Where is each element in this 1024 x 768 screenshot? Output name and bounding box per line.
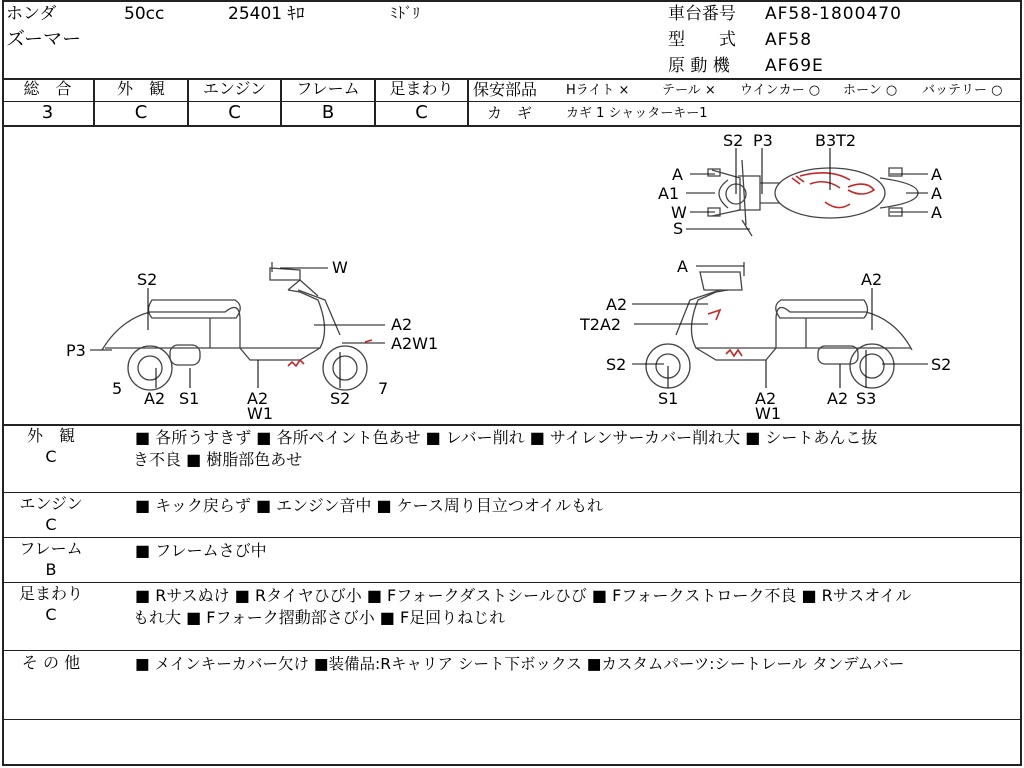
diagram-label: A1 (658, 184, 680, 203)
mileage: 25401 ｷﾛ (228, 4, 305, 24)
safety-item-tail: テール × (662, 83, 716, 98)
tail-cross-mark: × (704, 83, 716, 98)
key-value: カギ 1 シャッターキー1 (566, 106, 708, 121)
divider (2, 537, 1022, 538)
diagram-label: W1 (247, 404, 273, 423)
engine-model-label: 原 動 機 (668, 56, 730, 76)
divider (2, 719, 1022, 720)
diagram-label: A2 (861, 270, 883, 289)
frame-number-label: 車台番号 (668, 4, 736, 24)
diagram-label: T2A2 (580, 315, 622, 334)
note-line: ■ フレームさび中 (135, 541, 267, 560)
grade-overall-value: 3 (41, 102, 54, 123)
grade-frame-value: B (321, 102, 335, 123)
diagram-label: A (677, 257, 688, 276)
note-line: ■ キック戻らず ■ エンジン音中 ■ ケース周り目立つオイルもれ (135, 496, 604, 515)
battery-circle-mark: ○ (991, 83, 1003, 98)
grade-frame-label: フレーム (296, 79, 360, 98)
diagram-label: S2 (137, 270, 158, 289)
note-category: 外 観 (26, 426, 75, 445)
safety-item-horn: ホーン ○ (843, 83, 898, 98)
grade-suspension-value: C (415, 102, 428, 123)
diagram-label: S2 (606, 355, 627, 374)
divider (2, 582, 1022, 583)
note-category: フレーム (19, 539, 83, 558)
diagram-label: A (931, 184, 942, 203)
note-line: ■ 各所うすきず ■ 各所ペイント色あせ ■ レバー削れ ■ サイレンサーカバー削れ大 ■ シートあんこ抜 (135, 428, 878, 447)
grade-exterior-value: C (134, 102, 148, 123)
grade-exterior-label: 外 観 (116, 79, 165, 98)
note-line: ■ Rサスぬけ ■ Rタイヤひび小 ■ Fフォークダストシールひび ■ Fフォークストローク不良 ■ Rサスオイル (135, 586, 912, 605)
note-category: エンジン (19, 494, 83, 513)
diagram-label: S2 (330, 389, 351, 408)
headlight-cross-mark: × (618, 83, 630, 98)
type-value: AF58 (765, 30, 813, 50)
diagram-label: A2 (606, 295, 628, 314)
note-line: ■ メインキーカバー欠け ■装備品:Rキャリア シート下ボックス ■カスタムパーツ:シートレール タンデムバー (135, 655, 905, 673)
note-line: き不良 ■ 樹脂部色あせ (133, 450, 303, 469)
diagram-label: A2 (391, 315, 413, 334)
diagram-label: S3 (856, 389, 877, 408)
diagram-label: W (671, 203, 687, 222)
note-grade: C (45, 447, 57, 466)
safety-parts-label: 保安部品 (473, 80, 538, 99)
diagram-label: S1 (179, 389, 200, 408)
grade-engine-value: C (228, 102, 241, 123)
diagram-label: S2 (723, 131, 744, 150)
diagram-label: A (672, 165, 683, 184)
diagram-label: S (673, 219, 684, 238)
diagram-label: P3 (753, 131, 773, 150)
safety-item-battery: バッテリー ○ (922, 83, 1003, 98)
key-label: カ ギ (487, 104, 533, 122)
frame-number-value: AF58-1800470 (765, 4, 902, 24)
engine-model-value: AF69E (765, 56, 824, 76)
diagram-label: W1 (755, 404, 781, 423)
diagram-label: W (332, 258, 348, 277)
note-grade: B (45, 560, 57, 579)
note-line: もれ大 ■ Fフォーク摺動部さび小 ■ F足回りねじれ (133, 608, 506, 627)
diagram-label: B3T2 (815, 131, 857, 150)
winker-circle-mark: ○ (808, 83, 821, 98)
diagram-label: A (931, 165, 942, 184)
grade-overall-label: 総 合 (23, 79, 72, 98)
diagram-label: 7 (378, 379, 389, 398)
displacement: 50cc (124, 4, 165, 24)
diagram-label: 5 (112, 379, 123, 398)
diagram-label: A2W1 (391, 334, 439, 353)
divider (2, 650, 1022, 651)
diagram-label: A2 (755, 389, 777, 408)
horn-circle-mark: ○ (885, 83, 898, 98)
divider (2, 492, 1022, 493)
maker: ホンダ (6, 4, 57, 24)
diagram-label: A (931, 203, 942, 222)
safety-item-winker: ウインカー ○ (740, 83, 821, 98)
grade-engine-label: エンジン (202, 79, 267, 98)
diagram-label: P3 (66, 341, 86, 360)
diagram-label: S1 (658, 389, 679, 408)
diagram-label: A2 (827, 389, 849, 408)
diagram-label: A2 (144, 389, 166, 408)
type-label: 型 式 (668, 30, 736, 50)
model-name: ズーマー (6, 28, 82, 50)
diagram-label: S2 (931, 355, 952, 374)
note-grade: C (45, 515, 57, 534)
note-category: 足まわり (18, 584, 83, 603)
color: ﾐﾄﾞﾘ (390, 4, 421, 22)
scooter-top-view (708, 160, 918, 236)
note-grade: C (45, 605, 57, 624)
diagram-label: A2 (247, 389, 269, 408)
grade-suspension-label: 足まわり (389, 79, 454, 98)
note-category: そ の 他 (21, 653, 81, 672)
safety-item-headlight: Hライト × (566, 83, 630, 98)
